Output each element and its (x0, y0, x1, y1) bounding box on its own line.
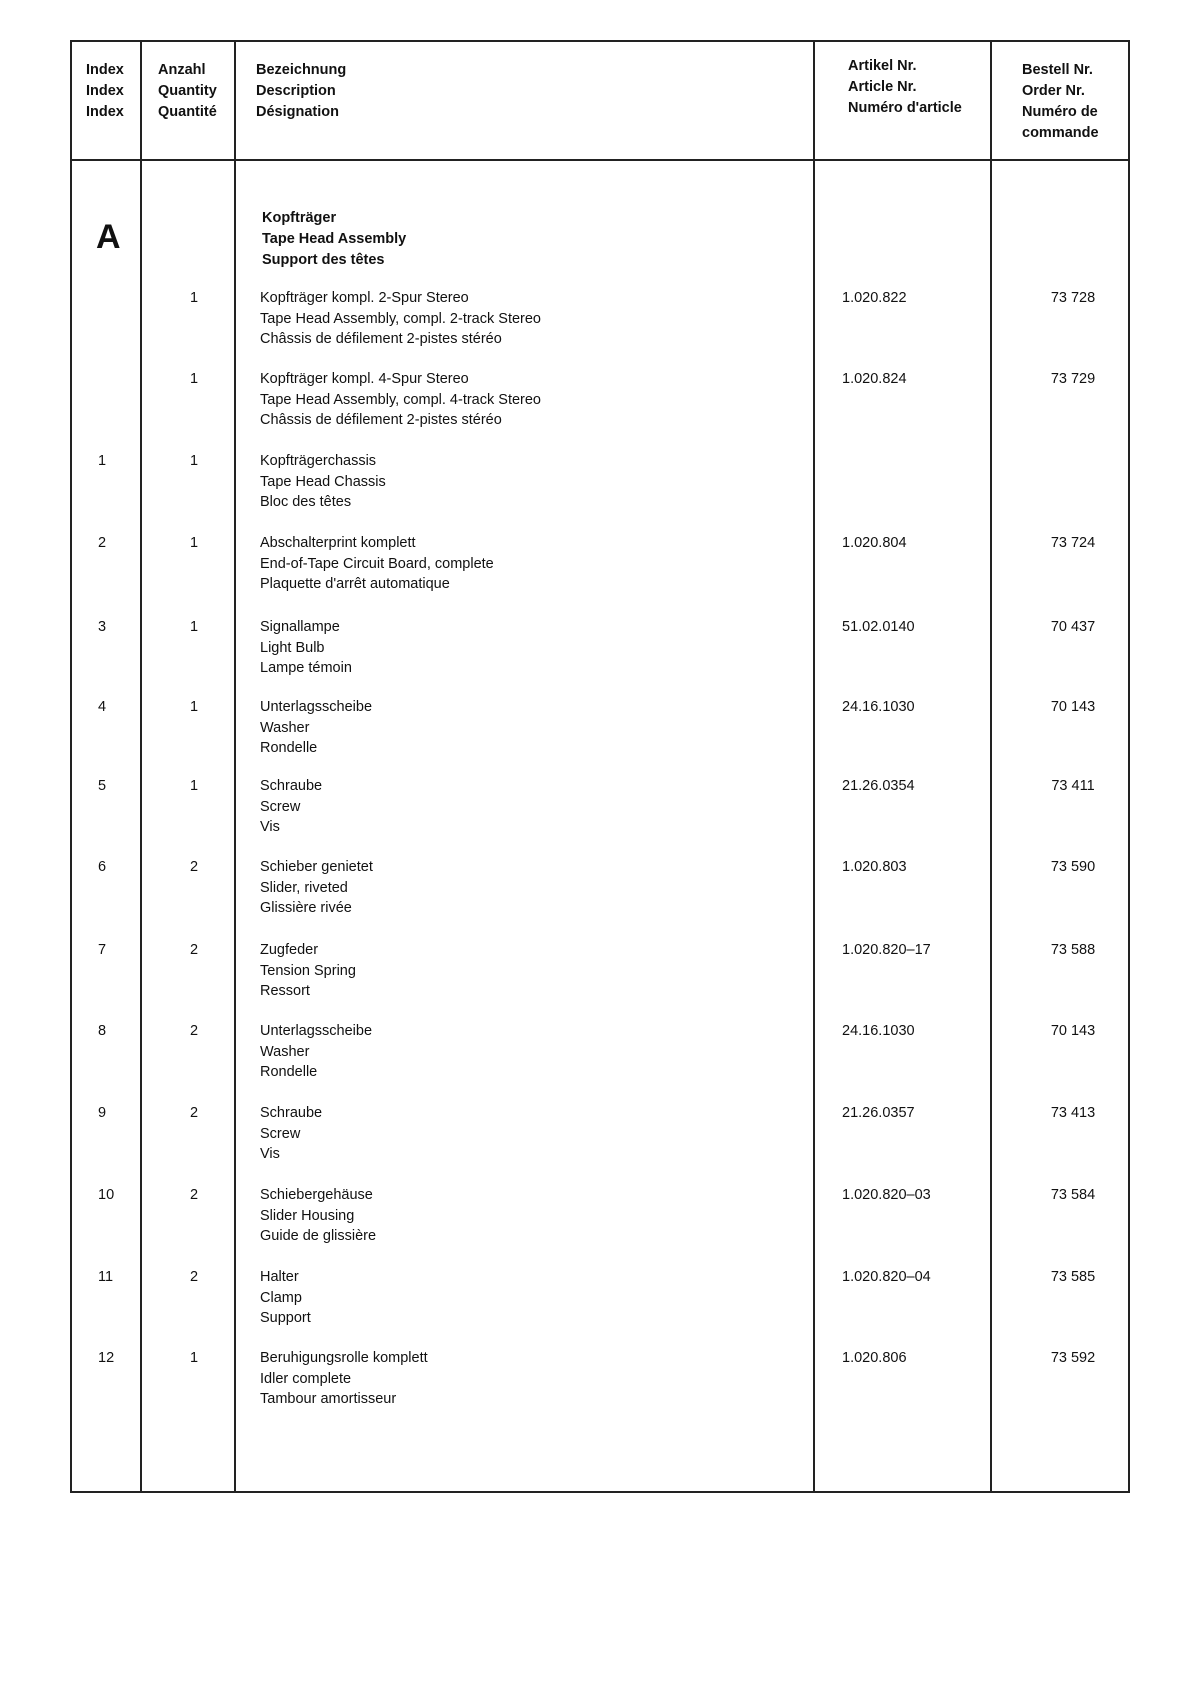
row-quantity: 1 (190, 290, 199, 306)
row-quantity: 2 (190, 1023, 199, 1039)
row-article-number: 24.16.1030 (842, 1023, 915, 1039)
row-index: 5 (98, 778, 107, 794)
header-divider (72, 159, 1128, 161)
row-order-number: 73 584 (1050, 1187, 1096, 1203)
row-article-number: 1.020.824 (842, 371, 907, 387)
row-article-number: 1.020.803 (842, 859, 907, 875)
row-description: Kopfträgerchassis Tape Head Chassis Bloc des têtes (260, 453, 386, 510)
row-article-number: 1.020.806 (842, 1350, 907, 1366)
row-quantity: 2 (190, 942, 199, 958)
row-article-number: 21.26.0357 (842, 1105, 915, 1121)
row-order-number: 73 729 (1050, 371, 1096, 387)
row-quantity: 2 (190, 859, 199, 875)
row-order-number: 70 437 (1050, 619, 1096, 635)
row-article-number: 1.020.804 (842, 535, 907, 551)
row-order-number: 70 143 (1050, 1023, 1096, 1039)
row-order-number: 73 585 (1050, 1269, 1096, 1285)
row-index: 1 (98, 453, 107, 469)
row-description: Beruhigungsrolle komplett Idler complete Tambour amortisseur (260, 1350, 428, 1407)
row-article-number: 51.02.0140 (842, 619, 915, 635)
section-letter: A (96, 218, 121, 256)
row-quantity: 1 (190, 1350, 199, 1366)
row-index: 3 (98, 619, 107, 635)
header-index: Index Index Index (86, 62, 124, 120)
row-quantity: 1 (190, 778, 199, 794)
row-article-number: 1.020.820–03 (842, 1187, 931, 1203)
row-order-number: 73 590 (1050, 859, 1096, 875)
header-description: Bezeichnung Description Désignation (256, 62, 347, 120)
header-order-number: Bestell Nr. Order Nr. Numéro de commande (1022, 62, 1099, 141)
row-index: 11 (98, 1269, 114, 1285)
row-order-number: 73 411 (1051, 778, 1095, 794)
row-description: Unterlagsscheibe Washer Rondelle (260, 699, 373, 756)
row-description: Schraube Screw Vis (260, 1105, 323, 1162)
row-description: Signallampe Light Bulb Lampe témoin (260, 619, 352, 676)
section-title: Kopfträger Tape Head Assembly Support des têtes (262, 210, 407, 268)
row-description: Kopfträger kompl. 4-Spur Stereo Tape Head Assembly, compl. 4-track Stereo Châssis de défilement 2-pistes stéréo (260, 371, 541, 428)
row-index: 9 (98, 1105, 107, 1121)
row-index: 8 (98, 1023, 107, 1039)
row-index: 12 (98, 1350, 115, 1366)
row-article-number: 1.020.820–17 (842, 942, 931, 958)
row-index: 7 (98, 942, 107, 958)
row-description: Schraube Screw Vis (260, 778, 323, 835)
row-order-number: 73 592 (1050, 1350, 1096, 1366)
row-article-number: 1.020.822 (842, 290, 907, 306)
row-quantity: 2 (190, 1269, 199, 1285)
parts-table (70, 40, 1130, 1493)
row-description: Unterlagsscheibe Washer Rondelle (260, 1023, 373, 1080)
row-quantity: 1 (190, 371, 199, 387)
row-order-number: 70 143 (1050, 699, 1096, 715)
row-article-number: 1.020.820–04 (842, 1269, 931, 1285)
row-order-number: 73 724 (1050, 535, 1096, 551)
row-description: Halter Clamp Support (260, 1269, 311, 1326)
row-description: Abschalterprint komplett End-of-Tape Circuit Board, complete Plaquette d'arrêt automatique (260, 535, 494, 592)
row-order-number: 73 728 (1050, 290, 1096, 306)
row-order-number: 73 588 (1050, 942, 1096, 958)
row-quantity: 1 (190, 619, 199, 635)
row-index: 2 (98, 535, 107, 551)
row-order-number: 73 413 (1050, 1105, 1096, 1121)
row-quantity: 1 (190, 535, 199, 551)
row-description: Zugfeder Tension Spring Ressort (260, 942, 356, 999)
row-quantity: 2 (190, 1187, 199, 1203)
row-article-number: 21.26.0354 (842, 778, 915, 794)
row-description: Kopfträger kompl. 2-Spur Stereo Tape Head Assembly, compl. 2-track Stereo Châssis de défilement 2-pistes stéréo (260, 290, 541, 347)
row-quantity: 1 (190, 453, 199, 469)
row-description: Schiebergehäuse Slider Housing Guide de glissière (260, 1187, 377, 1244)
header-quantity: Anzahl Quantity Quantité (158, 62, 217, 120)
row-index: 10 (98, 1187, 115, 1203)
row-index: 4 (98, 699, 107, 715)
column-divider (140, 42, 142, 1491)
header-article-number: Artikel Nr. Article Nr. Numéro d'article (848, 58, 962, 116)
row-description: Schieber genietet Slider, riveted Glissière rivée (260, 859, 373, 916)
row-index: 6 (98, 859, 107, 875)
column-divider (234, 42, 236, 1491)
row-quantity: 1 (190, 699, 199, 715)
row-article-number: 24.16.1030 (842, 699, 915, 715)
row-quantity: 2 (190, 1105, 199, 1121)
